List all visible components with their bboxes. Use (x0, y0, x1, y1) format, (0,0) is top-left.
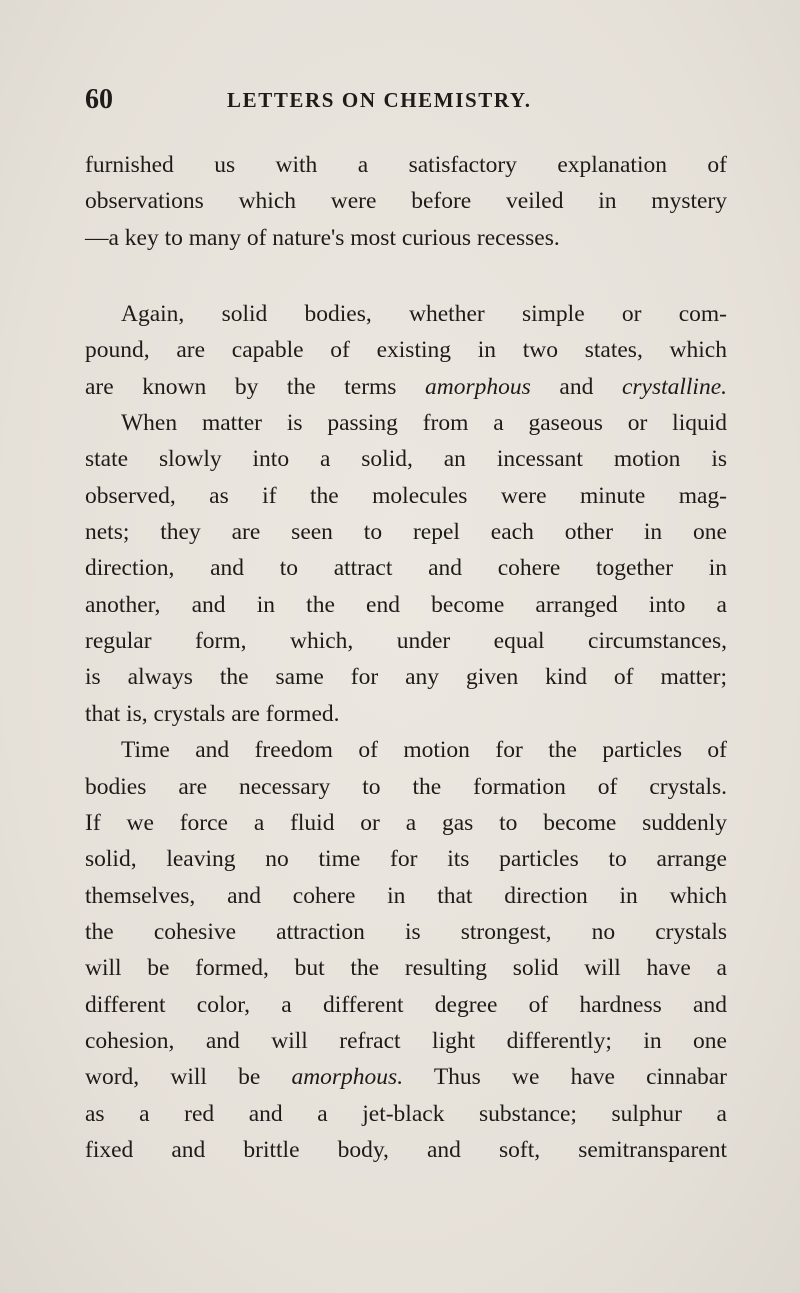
text-line: observations which were before veiled in mystery (85, 188, 727, 215)
text-line: fixed and brittle body, and soft, semitransparent (85, 1136, 727, 1163)
text-line: pound, are capable of existing in two states, which (85, 337, 727, 364)
text-line: themselves, and cohere in that direction in which (85, 882, 727, 909)
text-line: will be formed, but the resulting solid will have a (85, 955, 727, 982)
text-line: furnished us with a satisfactory explanation of (85, 152, 727, 178)
text-line: nets; they are seen to repel each other in one (85, 519, 727, 546)
text-line: bodies are necessary to the formation of crystals. (85, 773, 727, 800)
text-line: direction, and to attract and cohere together in (85, 555, 727, 582)
text-span: word, will be (85, 1064, 292, 1091)
page-header (85, 84, 725, 118)
text-line: When matter is passing from a gaseous or liquid (121, 410, 727, 437)
text-span: are known by the terms (85, 373, 426, 400)
text-line: Time and freedom of motion for the particles of (121, 737, 727, 764)
italic-term: amorphous (425, 373, 531, 400)
text-line (85, 369, 727, 405)
text-span: and (530, 373, 622, 400)
italic-term: crystalline. (621, 373, 728, 400)
paragraph-gap (85, 256, 727, 296)
italic-term: amorphous. (291, 1064, 404, 1091)
text-line: state slowly into a solid, an incessant motion is (85, 446, 727, 473)
text-line: that is, crystals are formed. (85, 700, 340, 727)
text-line: —a key to many of nature's most curious recesses. (85, 224, 560, 251)
running-head: LETTERS ON CHEMISTRY. (227, 88, 532, 112)
text-line: different color, a different degree of hardness and (85, 991, 727, 1018)
text-line: is always the same for any given kind of matter; (85, 664, 727, 691)
page-number: 60 (85, 84, 113, 115)
text-line: the cohesive attraction is strongest, no crystals (85, 918, 727, 945)
text-line: solid, leaving no time for its particles to arrange (85, 846, 727, 873)
text-span: Thus we have cinnabar (403, 1064, 727, 1091)
text-line: regular form, which, under equal circumstances, (85, 628, 727, 655)
text-line (85, 1059, 727, 1095)
text-line: observed, as if the molecules were minute mag- (85, 482, 727, 509)
body-text (85, 147, 727, 1168)
text-line: as a red and a jet-black substance; sulphur a (85, 1100, 727, 1127)
text-line: If we force a fluid or a gas to become suddenly (85, 809, 727, 836)
text-line: cohesion, and will refract light differently; in one (85, 1027, 727, 1054)
text-line: another, and in the end become arranged into a (85, 591, 727, 618)
text-line: Again, solid bodies, whether simple or com- (121, 301, 727, 328)
